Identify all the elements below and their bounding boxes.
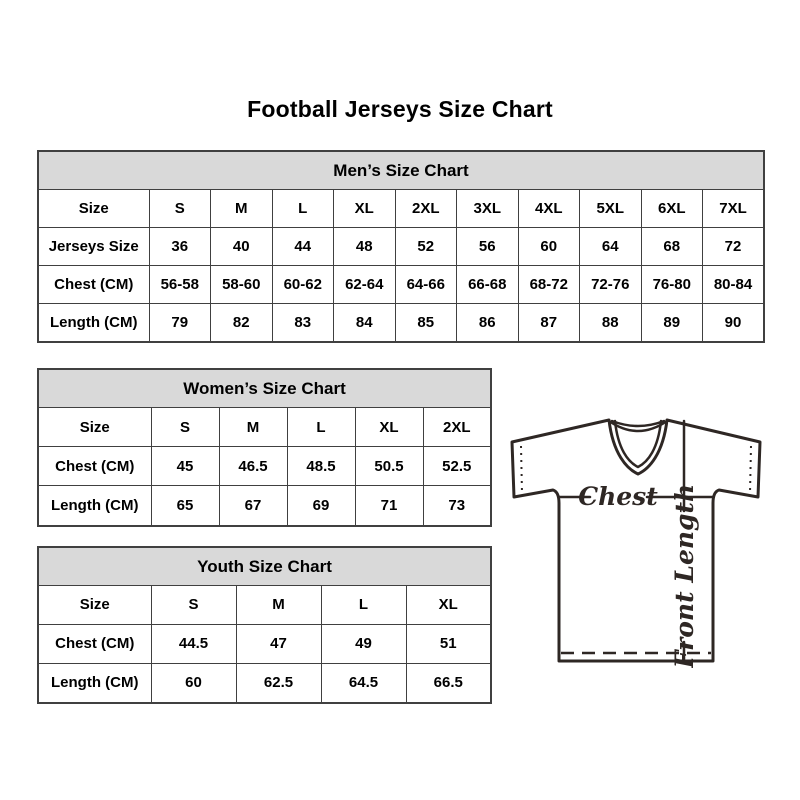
youth-value-cell: XL — [406, 586, 491, 625]
mens-value-cell: 86 — [457, 303, 519, 342]
jersey-outline-shape — [512, 420, 760, 661]
youth-value-cell: 66.5 — [406, 663, 491, 703]
youth-size-table — [37, 546, 492, 704]
mens-value-cell: 60-62 — [272, 265, 334, 303]
mens-value-cell: 5XL — [580, 190, 642, 228]
womens-row-label: Size — [38, 408, 151, 447]
mens-value-cell: 36 — [149, 227, 211, 265]
youth-chart-title: Youth Size Chart — [38, 547, 491, 586]
youth-value-cell: 44.5 — [151, 624, 236, 663]
womens-value-cell: 48.5 — [287, 447, 355, 486]
mens-value-cell: 58-60 — [211, 265, 273, 303]
mens-value-cell: M — [211, 190, 273, 228]
mens-value-cell: 4XL — [518, 190, 580, 228]
mens-value-cell: 90 — [703, 303, 765, 342]
mens-value-cell: S — [149, 190, 211, 228]
mens-value-cell: 84 — [334, 303, 396, 342]
mens-value-cell: 79 — [149, 303, 211, 342]
mens-value-cell: 88 — [580, 303, 642, 342]
mens-value-cell: 87 — [518, 303, 580, 342]
womens-value-cell: 73 — [423, 486, 491, 526]
mens-value-cell: 68 — [641, 227, 703, 265]
mens-value-cell: 64-66 — [395, 265, 457, 303]
mens-value-cell: 89 — [641, 303, 703, 342]
womens-value-cell: XL — [355, 408, 423, 447]
youth-value-cell: M — [236, 586, 321, 625]
youth-value-cell: 49 — [321, 624, 406, 663]
mens-value-cell: 44 — [272, 227, 334, 265]
mens-value-cell: 2XL — [395, 190, 457, 228]
mens-value-cell: XL — [334, 190, 396, 228]
youth-value-cell: 60 — [151, 663, 236, 703]
womens-row-label: Chest (CM) — [38, 447, 151, 486]
womens-value-cell: M — [219, 408, 287, 447]
front-length-label: Front Length — [670, 483, 699, 668]
womens-value-cell: 52.5 — [423, 447, 491, 486]
mens-row-label: Jerseys Size — [38, 227, 149, 265]
mens-value-cell: 72-76 — [580, 265, 642, 303]
mens-value-cell: 52 — [395, 227, 457, 265]
youth-value-cell: S — [151, 586, 236, 625]
youth-row-label: Size — [38, 586, 151, 625]
womens-size-table — [37, 368, 492, 527]
womens-value-cell: L — [287, 408, 355, 447]
womens-value-cell: 69 — [287, 486, 355, 526]
mens-value-cell: 76-80 — [641, 265, 703, 303]
jersey-measurement-diagram — [506, 416, 770, 668]
mens-value-cell: 56-58 — [149, 265, 211, 303]
mens-value-cell: 60 — [518, 227, 580, 265]
womens-value-cell: S — [151, 408, 219, 447]
mens-value-cell: 80-84 — [703, 265, 765, 303]
womens-chart-title: Women’s Size Chart — [38, 369, 491, 408]
chest-label: Chest — [578, 482, 658, 511]
mens-value-cell: 85 — [395, 303, 457, 342]
womens-row-label: Length (CM) — [38, 486, 151, 526]
page-title: Football Jerseys Size Chart — [247, 96, 553, 122]
womens-value-cell: 67 — [219, 486, 287, 526]
youth-value-cell: 62.5 — [236, 663, 321, 703]
youth-row-label: Length (CM) — [38, 663, 151, 703]
womens-value-cell: 45 — [151, 447, 219, 486]
mens-value-cell: 66-68 — [457, 265, 519, 303]
mens-value-cell: 83 — [272, 303, 334, 342]
mens-value-cell: 82 — [211, 303, 273, 342]
mens-value-cell: 62-64 — [334, 265, 396, 303]
mens-value-cell: 72 — [703, 227, 765, 265]
mens-row-label: Size — [38, 190, 149, 228]
mens-value-cell: L — [272, 190, 334, 228]
mens-value-cell: 7XL — [703, 190, 765, 228]
mens-value-cell: 68-72 — [518, 265, 580, 303]
womens-value-cell: 2XL — [423, 408, 491, 447]
mens-chart-title: Men’s Size Chart — [38, 151, 764, 190]
mens-value-cell: 6XL — [641, 190, 703, 228]
mens-value-cell: 56 — [457, 227, 519, 265]
mens-value-cell: 3XL — [457, 190, 519, 228]
mens-size-table — [37, 150, 765, 343]
youth-value-cell: L — [321, 586, 406, 625]
womens-value-cell: 50.5 — [355, 447, 423, 486]
mens-value-cell: 48 — [334, 227, 396, 265]
mens-row-label: Chest (CM) — [38, 265, 149, 303]
mens-value-cell: 40 — [211, 227, 273, 265]
youth-row-label: Chest (CM) — [38, 624, 151, 663]
womens-value-cell: 65 — [151, 486, 219, 526]
youth-value-cell: 64.5 — [321, 663, 406, 703]
youth-value-cell: 51 — [406, 624, 491, 663]
mens-row-label: Length (CM) — [38, 303, 149, 342]
womens-value-cell: 71 — [355, 486, 423, 526]
womens-value-cell: 46.5 — [219, 447, 287, 486]
mens-value-cell: 64 — [580, 227, 642, 265]
youth-value-cell: 47 — [236, 624, 321, 663]
